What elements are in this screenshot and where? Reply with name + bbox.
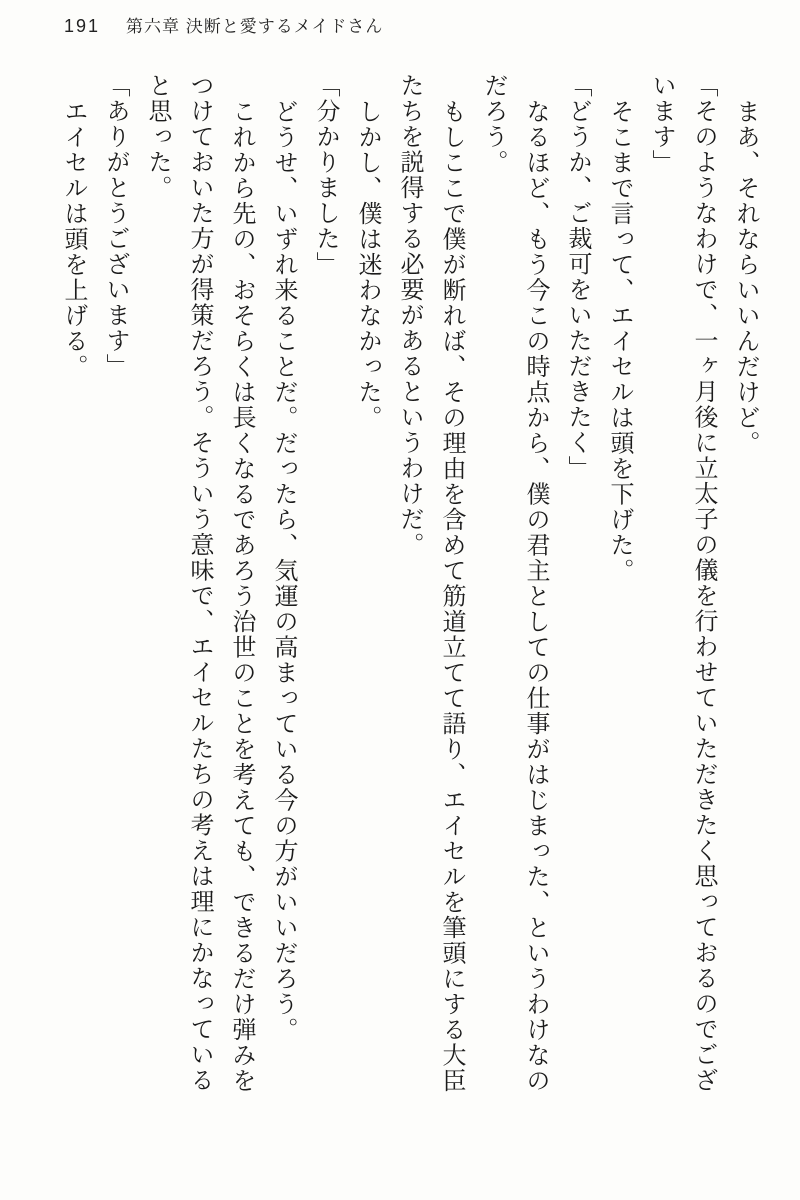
text-column: なるほど、もう今この時点から、僕の君主としての仕事がはじまった、というわけなの (522, 99, 548, 1094)
text-column: たちを説得する必要があるというわけだ。 (396, 73, 422, 558)
text-column: 「分かりました」 (312, 73, 338, 277)
text-column: そこまで言って、エイセルは頭を下げた。 (606, 99, 632, 584)
text-column: まあ、それならいいんだけど。 (732, 99, 758, 456)
text-column: これから先の、おそらくは長くなるであろう治世のことを考えても、できるだけ弾みを (228, 99, 254, 1094)
text-column: だろう。 (480, 73, 506, 175)
text-column: しかし、僕は迷わなかった。 (354, 99, 380, 431)
text-column: 「ありがとうございます」 (102, 73, 128, 379)
text-column: どうせ、いずれ来ることだ。だったら、気運の高まっている今の方がいいだろう。 (270, 99, 296, 1043)
text-column: もしここで僕が断れば、その理由を含めて筋道立てて語り、エイセルを筆頭にする大臣 (438, 99, 464, 1094)
page-number: 191 (64, 16, 101, 36)
text-column: と思った。 (144, 73, 170, 201)
text-column: 「どうか、ご裁可をいただきたく」 (564, 73, 590, 481)
page-header (64, 12, 383, 37)
chapter-title: 第六章 決断と愛するメイドさん (126, 17, 384, 36)
text-column: 「そのようなわけで、一ヶ月後に立太子の儀を行わせていただきたく思っておるのでござ (690, 73, 716, 1093)
text-column: つけておいた方が得策だろう。そういう意味で、エイセルたちの考えは理にかなっている (186, 73, 212, 1093)
text-column: います」 (648, 73, 674, 175)
text-column: エイセルは頭を上げる。 (60, 99, 86, 380)
body-text (52, 73, 766, 1183)
